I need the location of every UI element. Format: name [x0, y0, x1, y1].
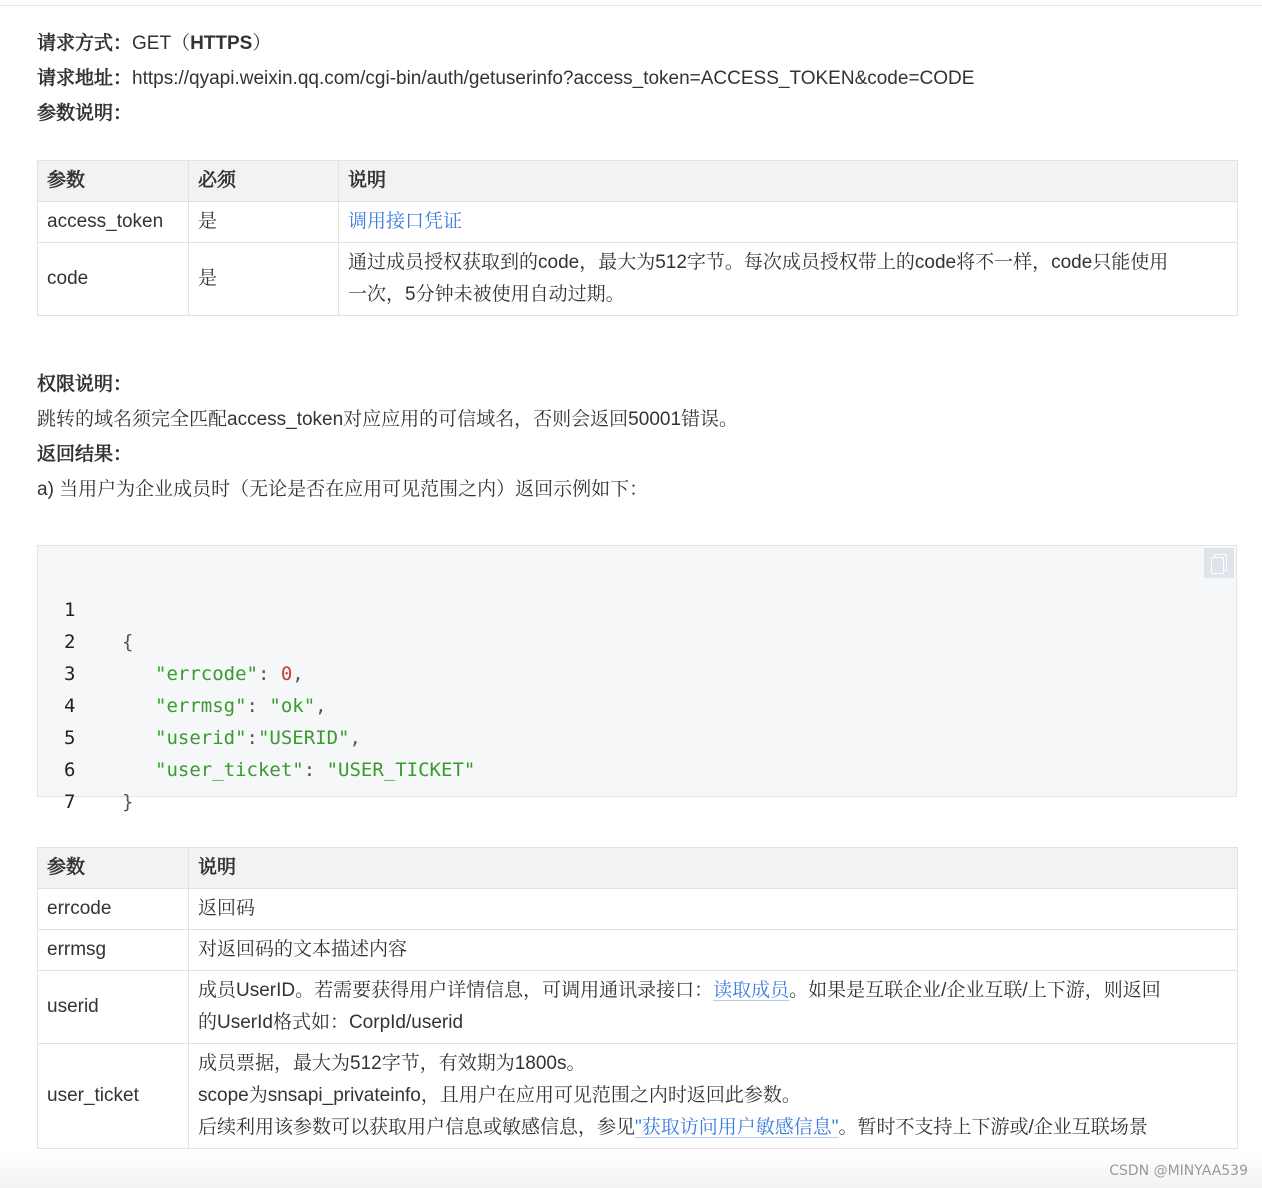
header-param: 参数	[38, 161, 189, 202]
permission-text: 跳转的域名须完全匹配access_token对应应用的可信域名，否则会返回50001错误。	[37, 409, 739, 430]
top-divider	[0, 5, 1262, 6]
code-line: 5 "user_ticket": "USER_TICKET"	[64, 727, 476, 781]
table-row	[38, 971, 1238, 1044]
param-desc: 成员UserID。若需要获得用户详情信息，可调用通讯录接口：读取成员。如果是互联企业/企业互联/上下游，则返回 的UserId格式如：CorpId/userid	[189, 971, 1238, 1044]
code-block	[37, 545, 1237, 813]
table-row	[38, 243, 1238, 316]
param-desc: 返回码	[189, 889, 1238, 930]
params-heading: 参数说明：	[37, 103, 133, 124]
sensitive-info-link[interactable]: "获取访问用户敏感信息"	[635, 1117, 839, 1138]
header-desc: 说明	[339, 161, 1238, 202]
request-method: 请求方式：GET（HTTPS）	[37, 33, 272, 54]
code-line: 3 "errmsg": "ok",	[64, 663, 327, 717]
param-name: userid	[38, 971, 189, 1044]
param-name: code	[38, 243, 189, 316]
read-member-link[interactable]: 读取成员	[713, 980, 790, 1001]
param-name: errmsg	[38, 930, 189, 971]
params-table	[37, 160, 1238, 316]
param-required: 是	[189, 202, 339, 243]
table-row	[38, 202, 1238, 243]
header-required: 必须	[189, 161, 339, 202]
result-heading: 返回结果：	[37, 444, 133, 465]
permission-heading: 权限说明：	[37, 374, 133, 395]
table-header-row	[38, 848, 1238, 889]
header-desc: 说明	[189, 848, 1238, 889]
result-table	[37, 847, 1238, 1149]
code-line: 6 }	[64, 759, 134, 813]
param-name: errcode	[38, 889, 189, 930]
param-desc: 成员票据，最大为512字节，有效期为1800s。 scope为snsapi_privateinfo，且用户在应用可见范围之内时返回此参数。 后续利用该参数可以获取用户信息或敏感信息，参见"获取访问用户敏感信息"。暂时不支持上下游或/企业互联场景	[189, 1044, 1238, 1149]
result-case-a: a) 当用户为企业成员时（无论是否在应用可见范围之内）返回示例如下：	[37, 479, 649, 500]
param-name: user_ticket	[38, 1044, 189, 1149]
param-desc: 通过成员授权获取到的code，最大为512字节。每次成员授权带上的code将不一样，code只能使用 一次，5分钟未被使用自动过期。	[339, 243, 1238, 316]
code-line: 1 {	[64, 599, 134, 653]
param-name: access_token	[38, 202, 189, 243]
param-required: 是	[189, 243, 339, 316]
table-row	[38, 930, 1238, 971]
table-row	[38, 1044, 1238, 1149]
table-header-row	[38, 161, 1238, 202]
table-row	[38, 889, 1238, 930]
request-url: 请求地址：https://qyapi.weixin.qq.com/cgi-bin/auth/getuserinfo?access_token=ACCESS_TOKEN&code=CODE	[37, 68, 975, 89]
code-line: 7	[64, 791, 76, 813]
copy-button[interactable]	[1204, 548, 1234, 578]
param-desc	[339, 202, 1238, 243]
access-token-doc-link[interactable]: 调用接口凭证	[348, 211, 463, 232]
param-desc: 对返回码的文本描述内容	[189, 930, 1238, 971]
code-line: 2 "errcode": 0,	[64, 631, 304, 685]
watermark: CSDN @MINYAA539	[1109, 1163, 1248, 1179]
header-param: 参数	[38, 848, 189, 889]
code-line: 4 "userid":"USERID",	[64, 695, 361, 749]
footer-bar	[0, 1150, 1262, 1188]
